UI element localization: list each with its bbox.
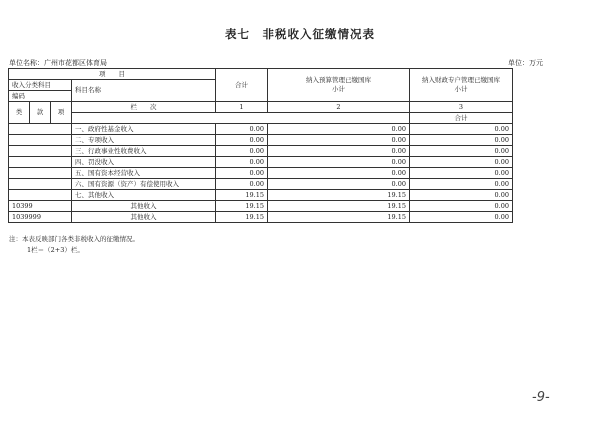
row-budget-amount: 0.00 [268, 179, 410, 190]
table-row [9, 113, 513, 124]
row-fiscal-amount: 0.00 [410, 168, 513, 179]
header-budget-sub: 小计 [332, 85, 345, 93]
row-code [9, 190, 72, 201]
header-lei: 类 [9, 102, 30, 124]
table-row [9, 168, 513, 179]
row-budget-amount: 0.00 [268, 124, 410, 135]
row-subject-name: 六、国有资源（资产）有偿使用收入 [72, 179, 216, 190]
table-row [9, 157, 513, 168]
row-subject-name: 合计 [410, 113, 513, 124]
table-row [9, 146, 513, 157]
row-subject-name: 其他收入 [72, 212, 216, 223]
row-subject-name: 五、国有资本经营收入 [72, 168, 216, 179]
row-budget-amount: 0.00 [268, 168, 410, 179]
row-fiscal-amount: 0.00 [410, 190, 513, 201]
row-budget-amount: 19.15 [268, 212, 410, 223]
row-code [9, 168, 72, 179]
row-fiscal-amount: 0.00 [410, 146, 513, 157]
row-budget-amount: 19.15 [268, 201, 410, 212]
row-code: 10399 [9, 201, 72, 212]
header-total: 合计 [216, 69, 268, 102]
header-classification: 收入分类科目 [9, 80, 72, 91]
header-code: 编码 [9, 91, 72, 102]
row-total: 19.15 [216, 201, 268, 212]
table-row [9, 190, 513, 201]
header-fiscal-title: 纳入财政专户管理已缴国库 [422, 76, 500, 84]
table-row [9, 135, 513, 146]
currency-unit-label: 单位：万元 [508, 59, 543, 67]
header-subject-name: 科目名称 [72, 80, 216, 102]
table-row [9, 201, 513, 212]
row-subject-name: 其他收入 [72, 201, 216, 212]
header-lanci: 栏 次 [72, 102, 216, 113]
header-xiang: 项 [51, 102, 72, 124]
row-subject-name: 七、其他收入 [72, 190, 216, 201]
row-total: 19.15 [216, 190, 268, 201]
row-code [9, 135, 72, 146]
nontax-revenue-table [8, 68, 513, 223]
row-total: 0.00 [216, 135, 268, 146]
row-budget-amount: 19.15 [268, 190, 410, 201]
table-row [9, 124, 513, 135]
header-row-4 [9, 102, 513, 113]
row-total: 0.00 [216, 157, 268, 168]
header-fiscal-col [410, 69, 513, 102]
page-number: -9- [532, 390, 550, 405]
row-fiscal-amount: 0.00 [410, 212, 513, 223]
row-total: 0.00 [216, 124, 268, 135]
row-total: 0.00 [216, 168, 268, 179]
row-fiscal-amount: 0.00 [410, 179, 513, 190]
row-subject-name: 四、罚没收入 [72, 157, 216, 168]
header-row-1 [9, 69, 513, 80]
col-number-3: 3 [410, 102, 513, 113]
row-fiscal-amount: 0.00 [410, 124, 513, 135]
row-subject-name: 一、政府性基金收入 [72, 124, 216, 135]
col-number-1: 1 [216, 102, 268, 113]
row-subject-name: 二、专项收入 [72, 135, 216, 146]
row-code [72, 113, 410, 124]
note-line-2: 1栏＝（2+3）栏。 [27, 246, 84, 254]
row-code [9, 157, 72, 168]
table-row [9, 212, 513, 223]
row-budget-amount: 0.00 [268, 157, 410, 168]
row-total: 0.00 [216, 179, 268, 190]
row-code [9, 124, 72, 135]
report-title: 表七 非税收入征缴情况表 [225, 27, 375, 41]
row-code: 1039999 [9, 212, 72, 223]
row-code [9, 179, 72, 190]
row-budget-amount: 0.00 [268, 146, 410, 157]
header-budget-title: 纳入预算管理已缴国库 [306, 76, 371, 84]
row-total: 0.00 [216, 146, 268, 157]
table-notes [9, 234, 139, 256]
row-fiscal-amount: 0.00 [410, 201, 513, 212]
row-subject-name: 三、行政事业性收费收入 [72, 146, 216, 157]
row-code [9, 146, 72, 157]
table-row [9, 179, 513, 190]
row-budget-amount: 0.00 [268, 135, 410, 146]
header-fiscal-sub: 小计 [454, 85, 468, 93]
note-line-1: 注：本表反映部门各类非税收入的征缴情况。 [9, 235, 139, 243]
row-fiscal-amount: 0.00 [410, 157, 513, 168]
header-item: 项 目 [9, 69, 216, 80]
row-fiscal-amount: 0.00 [410, 135, 513, 146]
row-total: 19.15 [216, 212, 268, 223]
unit-name-label: 单位名称：广州市花都区体育局 [9, 59, 107, 67]
col-number-2: 2 [268, 102, 410, 113]
header-budget-col [268, 69, 410, 102]
header-kuan: 款 [30, 102, 51, 124]
